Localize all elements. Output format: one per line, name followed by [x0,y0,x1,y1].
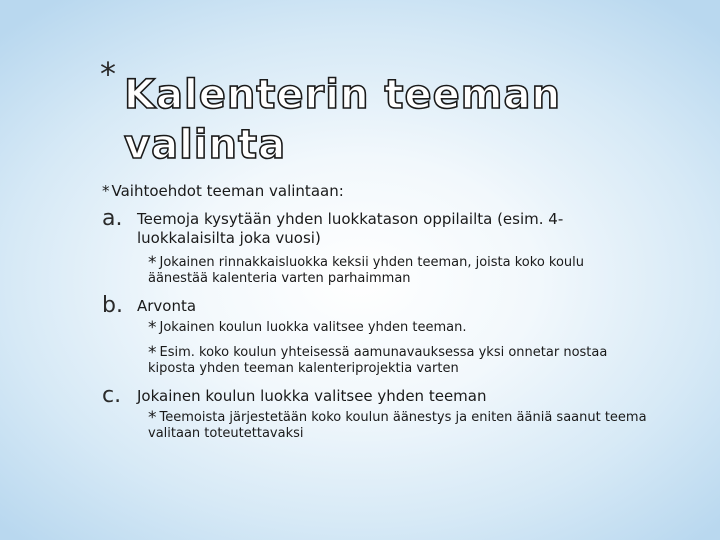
list-item [148,320,648,336]
item-b-text: Arvonta [137,297,197,315]
sub-item-text: Teemoista järjestetään koko koulun äänestys ja eniten ääniä saanut teema valitaan toteutettavaksi [148,410,647,441]
bullet-star-icon: * [148,318,157,338]
list-item [148,255,648,287]
sub-item-text: Jokainen koulun luokka valitsee yhden teeman. [159,320,467,335]
item-a-marker: a. [102,206,123,231]
intro-star-icon: * [102,182,110,200]
intro-text: Vaihtoehdot teeman valintaan: [111,182,344,200]
bullet-star-icon: * [148,343,157,363]
item-b-marker: b. [102,293,123,318]
bullet-star-icon: * [148,408,157,428]
intro-line [102,182,344,200]
item-a-text: Teemoja kysytään yhden luokkatason oppilailta (esim. 4-luokkalaisilta joka vuosi) [137,210,564,247]
sub-item-text: Jokainen rinnakkaisluokka keksii yhden teeman, joista koko koulu äänestää kalenteria varten parhaimman [148,255,585,286]
list-item [148,410,648,442]
title-star-icon: * [100,55,116,93]
sub-item-text: Esim. koko koulun yhteisessä aamunavauksessa yksi onnetar nostaa kiposta yhden teeman kalenteriprojektia varten [148,345,608,376]
list-item [148,345,648,377]
item-c-text: Jokainen koulun luokka valitsee yhden teeman [137,387,487,405]
item-c-marker: c. [102,383,122,408]
bullet-star-icon: * [148,253,157,273]
slide-title: Kalenterin teeman valinta [124,72,561,168]
